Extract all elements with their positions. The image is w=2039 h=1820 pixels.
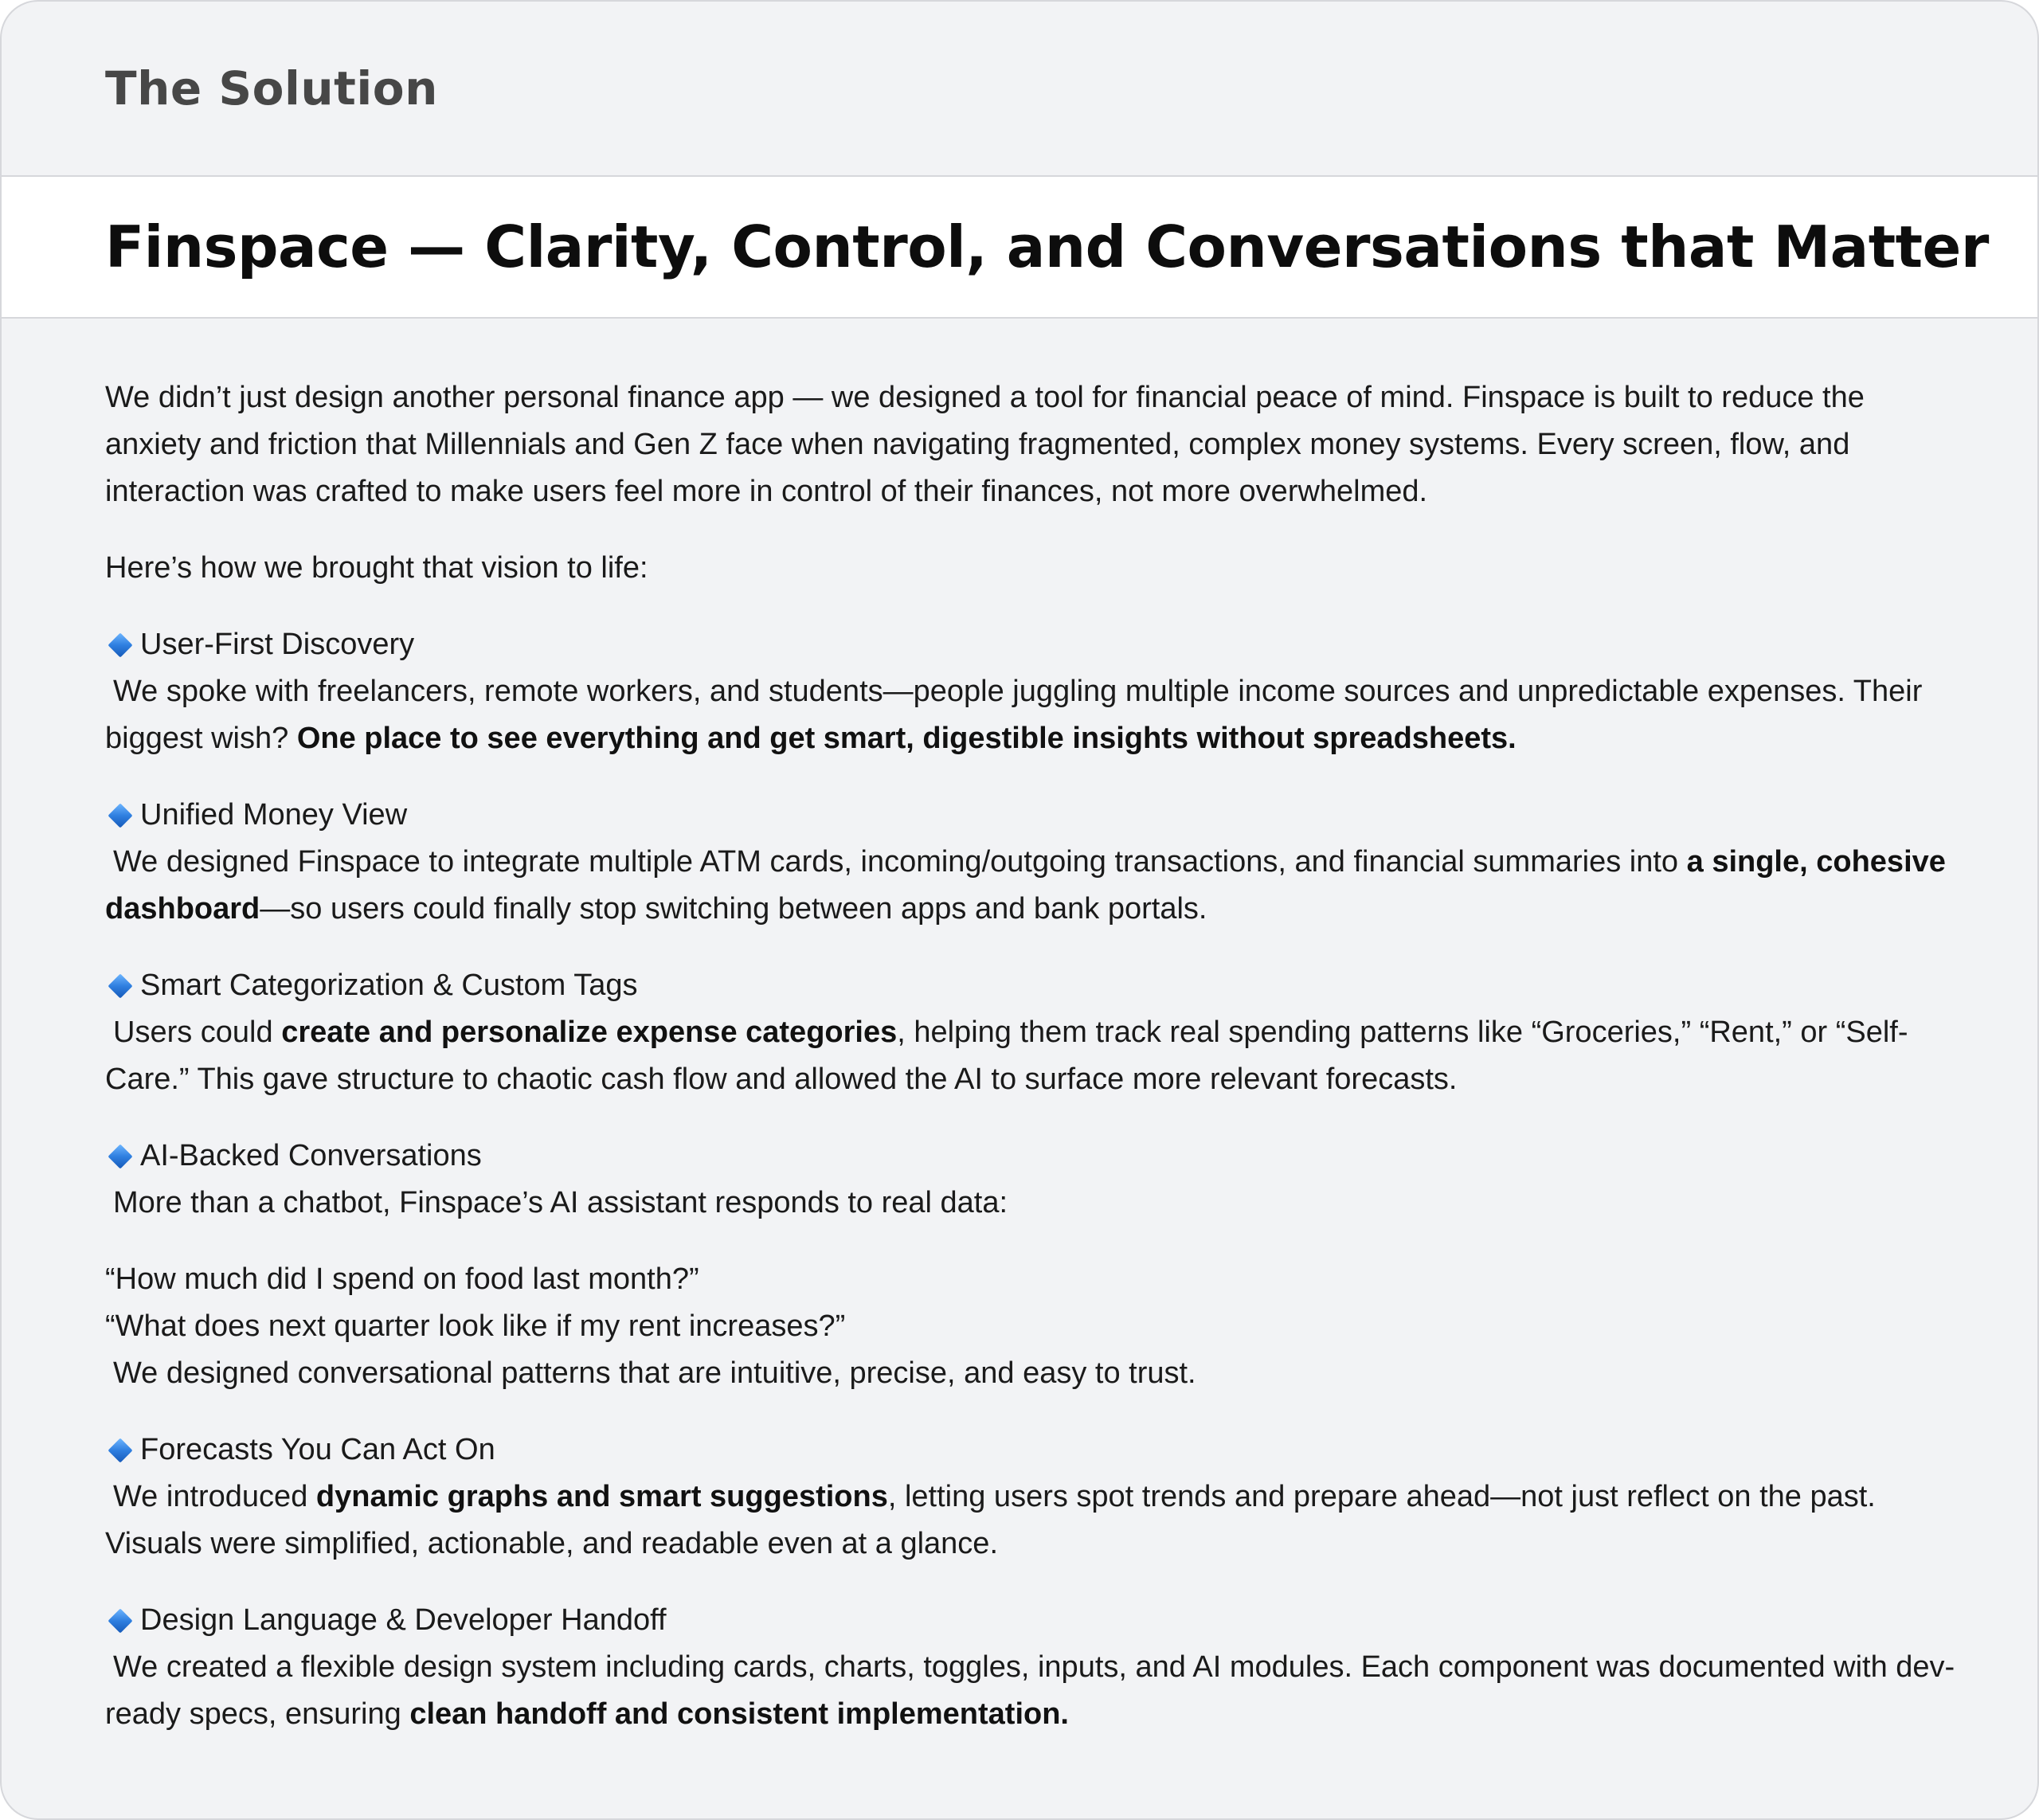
blue-diamond-icon	[108, 632, 132, 657]
ai-example-questions	[105, 1256, 1958, 1397]
feature-smart-categorization	[105, 962, 1958, 1103]
feature-heading	[105, 621, 1958, 668]
feature-heading-text: Smart Categorization & Custom Tags	[140, 969, 638, 1002]
feature-heading-text: Unified Money View	[140, 798, 408, 832]
blue-diamond-icon	[108, 1608, 132, 1633]
feature-forecasts	[105, 1427, 1958, 1568]
blue-diamond-icon	[108, 973, 132, 998]
section-header	[2, 2, 2037, 177]
feature-heading	[105, 1597, 1958, 1644]
feature-ai-backed-conversations	[105, 1133, 1958, 1227]
feature-unified-money-view	[105, 792, 1958, 933]
feature-heading	[105, 962, 1958, 1009]
feature-text-tail: We designed conversational patterns that are intuitive, precise, and easy to trust.	[113, 1356, 1196, 1390]
intro-paragraph: We didn’t just design another personal finance app — we designed a tool for financial peace of mind. Finspace is built to reduce the anxiety and friction that Millennials and Gen Z face when navigating fragmented, complex money systems. Every screen, flow, and interaction was crafted to make users feel more in control of their finances, not more overwhelmed.	[105, 381, 1865, 508]
feature-heading	[105, 1133, 1958, 1180]
feature-design-language	[105, 1597, 1958, 1738]
page-title: Finspace — Clarity, Control, and Conversations that Matter	[105, 213, 1989, 280]
feature-text-tail: , helping them track real spending patterns like “Groceries,” “Rent,” or “Self-Care.” This gave structure to chaotic cash flow and allowed the AI to surface more relevant forecasts.	[105, 1016, 1908, 1096]
example-question: “How much did I spend on food last month?”	[105, 1262, 699, 1296]
feature-bold-text: clean handoff and consistent implementation.	[409, 1697, 1069, 1731]
section-label: The Solution	[105, 61, 438, 115]
feature-user-first-discovery	[105, 621, 1958, 762]
feature-bold-text: dynamic graphs and smart suggestions	[315, 1480, 888, 1513]
feature-heading-text: Design Language & Developer Handoff	[140, 1603, 667, 1637]
feature-heading	[105, 792, 1958, 839]
feature-text: We created a flexible design system including cards, charts, toggles, inputs, and AI modules. Each component was documented with dev-ready specs, ensuring	[105, 1650, 1955, 1731]
feature-bold-text: One place to see everything and get smart, digestible insights without spreadsheets.	[296, 722, 1517, 755]
feature-text-tail: , letting users spot trends and prepare ahead—not just reflect on the past. Visuals were simplified, actionable, and readable even at a glance.	[105, 1480, 1876, 1560]
feature-text: Users could	[113, 1016, 273, 1049]
blue-diamond-icon	[108, 1438, 132, 1462]
feature-heading-text: Forecasts You Can Act On	[140, 1433, 495, 1466]
example-question: “What does next quarter look like if my rent increases?”	[105, 1309, 846, 1343]
feature-text: We designed Finspace to integrate multiple ATM cards, incoming/outgoing transactions, and financial summaries into	[113, 845, 1679, 879]
feature-heading-text: AI-Backed Conversations	[140, 1139, 482, 1172]
blue-diamond-icon	[108, 1144, 132, 1168]
blue-diamond-icon	[108, 803, 132, 828]
feature-heading	[105, 1427, 1958, 1474]
feature-heading-text: User-First Discovery	[140, 628, 415, 661]
title-bar	[2, 177, 2037, 319]
feature-bold-text: a single, cohesive dashboard	[105, 845, 1946, 926]
feature-text-tail: —so users could finally stop switching between apps and bank portals.	[260, 892, 1207, 926]
feature-text: We introduced	[113, 1480, 308, 1513]
feature-text: We spoke with freelancers, remote workers, and students—people juggling multiple income sources and unpredictable expenses. Their biggest wish?	[105, 675, 1923, 755]
feature-bold-text: create and personalize expense categories	[281, 1016, 898, 1049]
lead-in-paragraph: Here’s how we brought that vision to life:	[105, 551, 648, 585]
body-content	[2, 319, 2037, 1738]
feature-text: More than a chatbot, Finspace’s AI assistant responds to real data:	[113, 1186, 1008, 1219]
